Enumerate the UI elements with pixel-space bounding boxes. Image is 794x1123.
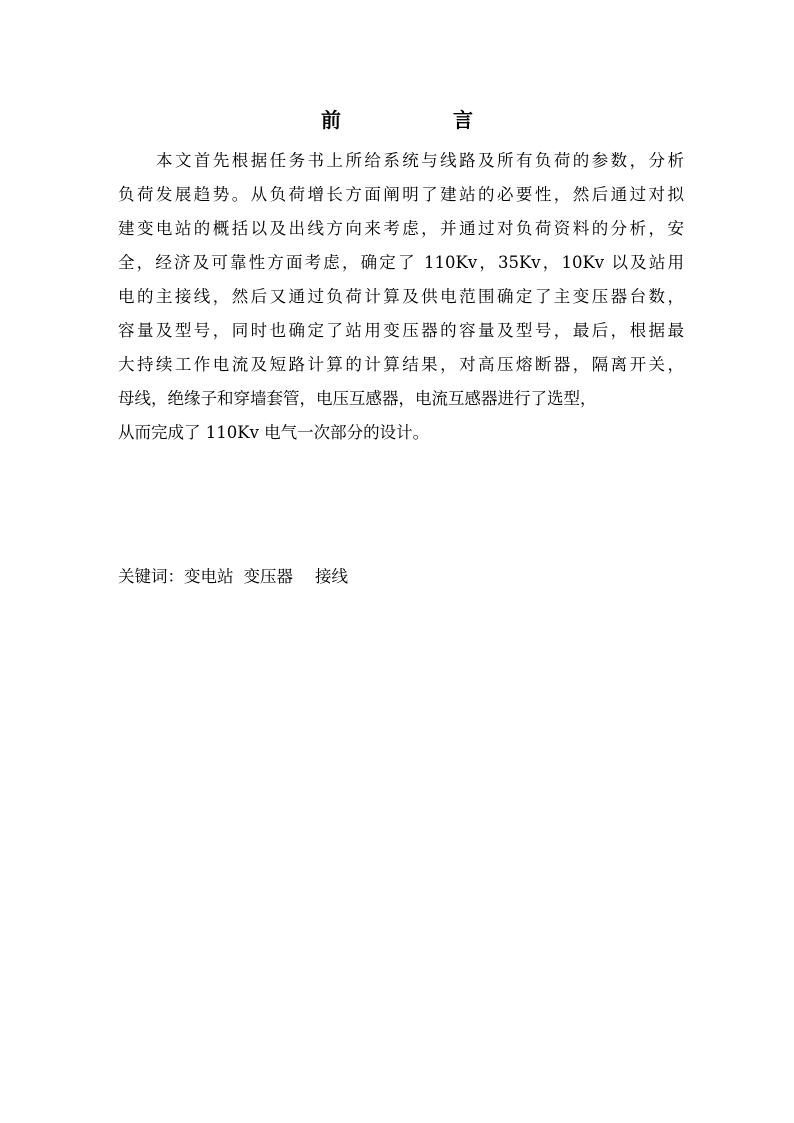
paragraph-line: 负荷发展趋势。从负荷增长方面阐明了建站的必要性，然后通过对拟 [118, 185, 684, 204]
keywords-label: 关键词： [118, 567, 184, 586]
paragraph-line: 全，经济及可靠性方面考虑，确定了 110Kv，35Kv，10Kv 以及站用 [118, 253, 684, 272]
paragraph-line: 容量及型号，同时也确定了站用变压器的容量及型号，最后，根据最 [118, 321, 684, 340]
paragraph-line: 从而完成了 110Kv 电气一次部分的设计。 [118, 423, 430, 442]
paragraph-line: 电的主接线，然后又通过负荷计算及供电范围确定了主变压器台数， [118, 287, 684, 306]
keyword-item: 变压器 [243, 567, 293, 586]
keywords-line [118, 562, 348, 592]
keyword-item: 接线 [315, 567, 348, 586]
paragraph-line: 建变电站的概括以及出线方向来考虑，并通过对负荷资料的分析，安 [118, 219, 684, 238]
page-title: 前 言 [321, 108, 519, 132]
preface-paragraph [118, 144, 684, 450]
paragraph-line: 大持续工作电流及短路计算的计算结果，对高压熔断器，隔离开关， [118, 355, 684, 374]
paragraph-line: 本文首先根据任务书上所给系统与线路及所有负荷的参数，分析 [156, 151, 684, 170]
keyword-item: 变电站 [184, 567, 234, 586]
paragraph-line: 母线，绝缘子和穿墙套管，电压互感器，电流互感器进行了选型， [118, 389, 597, 408]
